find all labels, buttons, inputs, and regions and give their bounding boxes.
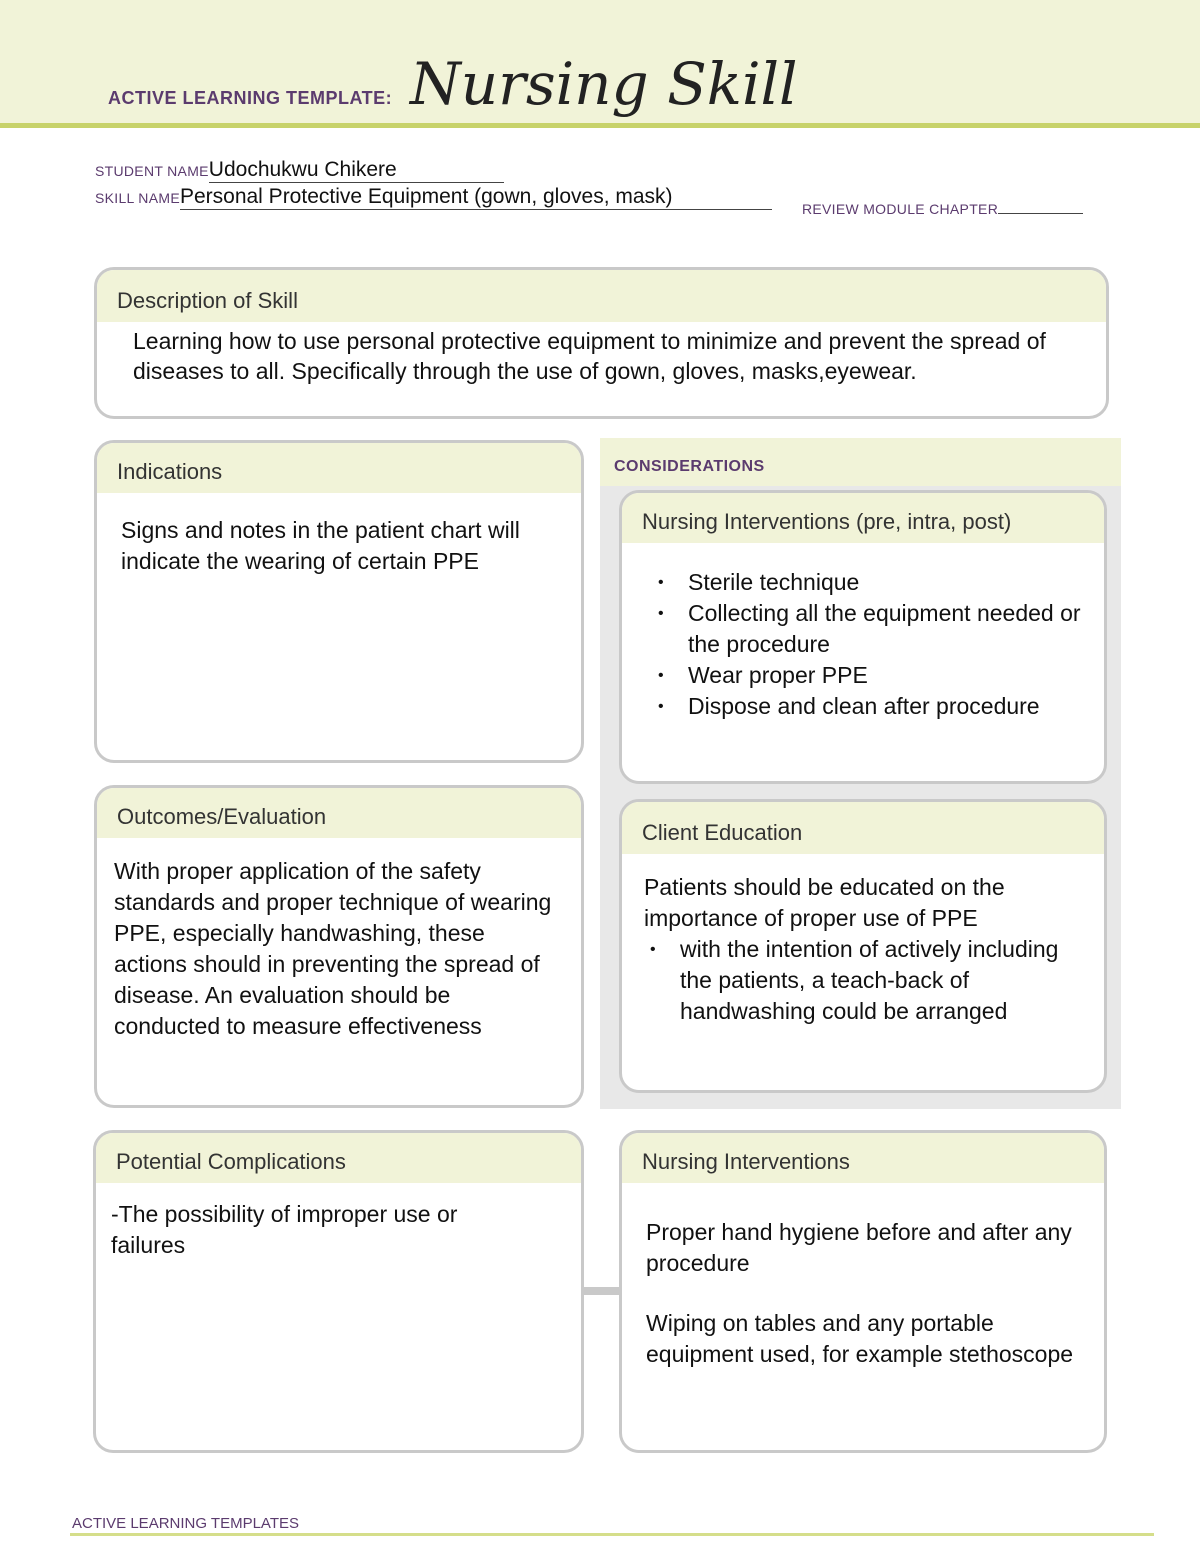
skill-name-label: SKILL NAME bbox=[95, 190, 180, 206]
client-education-heading: Client Education bbox=[622, 802, 1104, 854]
student-name-value: Udochukwu Chikere bbox=[208, 158, 397, 181]
description-text: Learning how to use personal protective equipment to minimize and prevent the spread of diseases to all. Specifically through the use of gown, gloves, masks,eyewear. bbox=[133, 328, 1046, 384]
indications-heading: Indications bbox=[97, 443, 581, 493]
review-module-field[interactable] bbox=[998, 197, 1083, 214]
nursing-interventions-heading: Nursing Interventions bbox=[622, 1133, 1104, 1183]
complications-text: -The possibility of improper use or failures bbox=[111, 1201, 458, 1258]
nursing-interventions-body bbox=[622, 1183, 1104, 1370]
page-title: Nursing Skill bbox=[410, 50, 798, 118]
list-item: • Dispose and clean after procedure bbox=[652, 691, 1084, 722]
list-item: • Collecting all the equipment needed or the procedure bbox=[652, 598, 1084, 660]
review-module-label: REVIEW MODULE CHAPTER bbox=[802, 201, 999, 217]
nursing-interventions-para1: Proper hand hygiene before and after any procedure bbox=[646, 1219, 1072, 1276]
connector-bar bbox=[582, 1287, 622, 1295]
skill-name-row bbox=[95, 185, 772, 210]
student-name-field[interactable] bbox=[209, 158, 504, 183]
list-item: • Wear proper PPE bbox=[652, 660, 1084, 691]
considerations-label: CONSIDERATIONS bbox=[614, 458, 765, 475]
client-education-box bbox=[619, 799, 1107, 1093]
nursing-interventions-pip-box bbox=[619, 490, 1107, 784]
student-name-row bbox=[95, 158, 504, 183]
indications-box bbox=[94, 440, 584, 763]
nursing-interventions-pip-heading: Nursing Interventions (pre, intra, post) bbox=[622, 493, 1104, 543]
client-education-text: Patients should be educated on the importance of proper use of PPE bbox=[644, 874, 1005, 931]
review-module-row bbox=[802, 197, 1083, 217]
nursing-interventions-box bbox=[619, 1130, 1107, 1453]
footer-text: ACTIVE LEARNING TEMPLATES bbox=[72, 1515, 299, 1532]
nursing-interventions-para2: Wiping on tables and any portable equipment used, for example stethoscope bbox=[646, 1310, 1074, 1367]
student-name-label: STUDENT NAME bbox=[95, 163, 209, 179]
client-education-body bbox=[622, 854, 1104, 1027]
complications-box bbox=[93, 1130, 584, 1453]
description-heading: Description of Skill bbox=[97, 270, 1106, 322]
nursing-interventions-pip-list bbox=[622, 543, 1104, 722]
complications-heading: Potential Complications bbox=[96, 1133, 581, 1183]
list-item: • with the intention of actively including the patients, a teach-back of handwashing could be arranged bbox=[644, 934, 1074, 1027]
client-education-list bbox=[644, 934, 1074, 1027]
footer-rule bbox=[70, 1533, 1154, 1536]
indications-text: Signs and notes in the patient chart will indicate the wearing of certain PPE bbox=[121, 517, 520, 574]
skill-name-field[interactable] bbox=[180, 185, 772, 210]
outcomes-heading: Outcomes/Evaluation bbox=[97, 788, 581, 838]
outcomes-box bbox=[94, 785, 584, 1108]
outcomes-text: With proper application of the safety standards and proper technique of wearing PPE, especially handwashing, these actions should in preventing the spread of disease. An evaluation should be conducted to measure effectiveness bbox=[114, 858, 552, 1039]
header-rule bbox=[0, 123, 1200, 128]
description-box bbox=[94, 267, 1109, 419]
template-label: ACTIVE LEARNING TEMPLATE: bbox=[108, 88, 393, 108]
list-item: • Sterile technique bbox=[652, 567, 1084, 598]
skill-name-value: Personal Protective Equipment (gown, gloves, mask) bbox=[179, 185, 673, 208]
